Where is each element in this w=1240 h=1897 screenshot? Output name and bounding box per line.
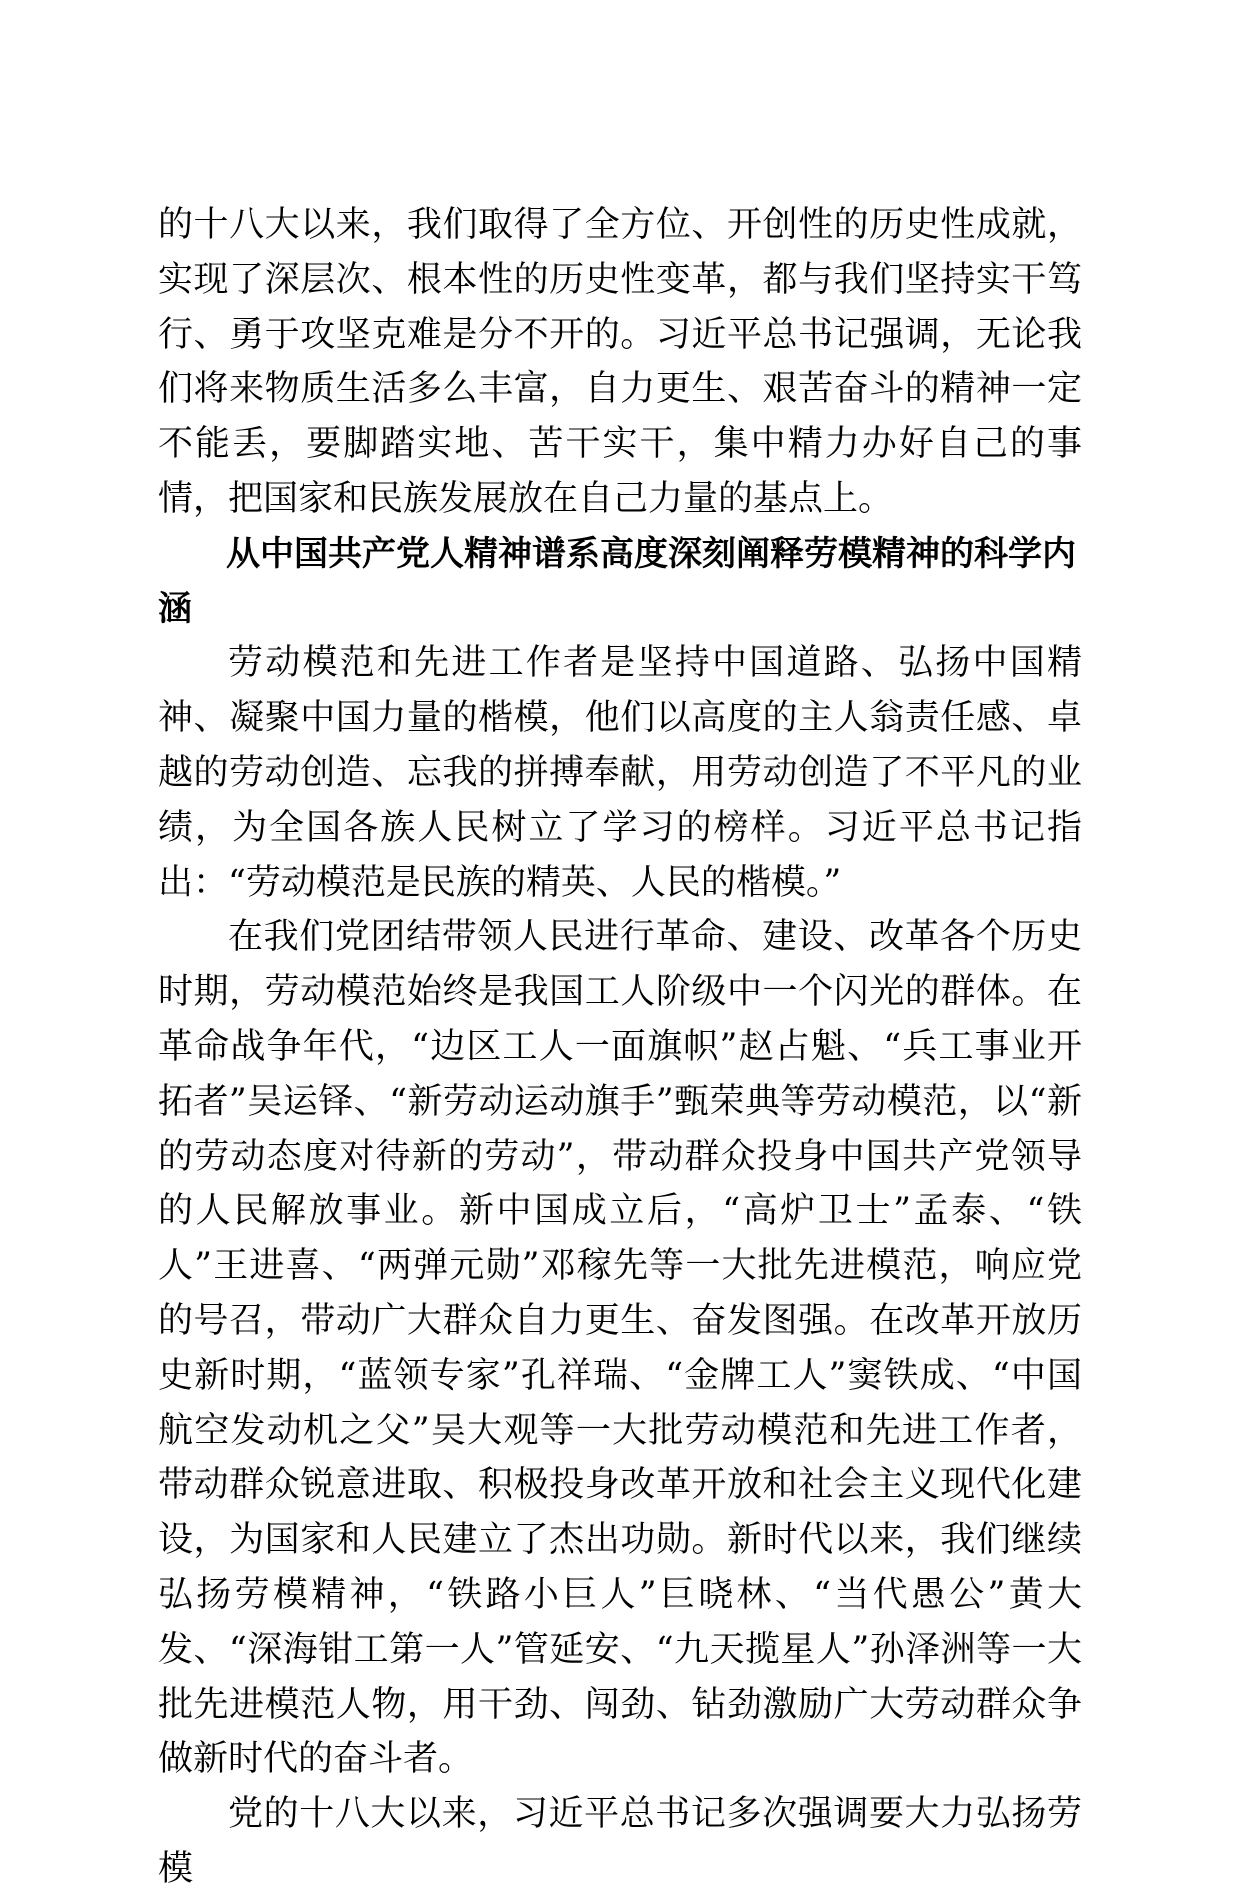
- paragraph-labor-models-history: 在我们党团结带领人民进行革命、建设、改革各个历史时期，劳动模范始终是我国工人阶级中一个闪光的群体。在革命战争年代，“边区工人一面旗帜”赵占魁、“兵工事业开拓者”吴运铎、“新劳动运动旗手”甄荣典等劳动模范，以“新的劳动态度对待新的劳动”，带动群众投身中国共产党领导的人民解放事业。新中国成立后，“高炉卫士”孟泰、“铁人”王进喜、“两弹元勋”邓稼先等一大批先进模范，响应党的号召，带动广大群众自力更生、奋发图强。在改革开放历史新时期，“蓝领专家”孔祥瑞、“金牌工人”窦铁成、“中国航空发动机之父”吴大观等一大批劳动模范和先进工作者，带动群众锐意进取、积极投身改革开放和社会主义现代化建设，为国家和人民建立了杰出功勋。新时代以来，我们继续弘扬劳模精神，“铁路小巨人”巨晓林、“当代愚公”黄大发、“深海钳工第一人”管延安、“九天揽星人”孙泽洲等一大批先进模范人物，用干劲、闯劲、钻劲激励广大劳动群众争做新时代的奋斗者。: [158, 917, 1082, 1780]
- paragraph-labor-models-intro: 劳动模范和先进工作者是坚持中国道路、弘扬中国精神、凝聚中国力量的楷模，他们以高度的主人翁责任感、卓越的劳动创造、忘我的拼搏奉献，用劳动创造了不平凡的业绩，为全国各族人民树立了学习的榜样。习近平总书记指出：“劳动模范是民族的精英、人民的楷模。”: [158, 643, 1082, 903]
- section-heading: 从中国共产党人精神谱系高度深刻阐释劳模精神的科学内涵: [158, 533, 1076, 629]
- paragraph-eighteenth-congress: 党的十八大以来，习近平总书记多次强调要大力弘扬劳模: [158, 1794, 1082, 1889]
- document-page: [158, 198, 1082, 1897]
- paragraph-continuation: 的十八大以来，我们取得了全方位、开创性的历史性成就，实现了深层次、根本性的历史性变革，都与我们坚持实干笃行、勇于攻坚克难是分不开的。习近平总书记强调，无论我们将来物质生活多么丰富，自力更生、艰苦奋斗的精神一定不能丢，要脚踏实地、苦干实干，集中精力办好自己的事情，把国家和民族发展放在自己力量的基点上。: [158, 205, 1082, 519]
